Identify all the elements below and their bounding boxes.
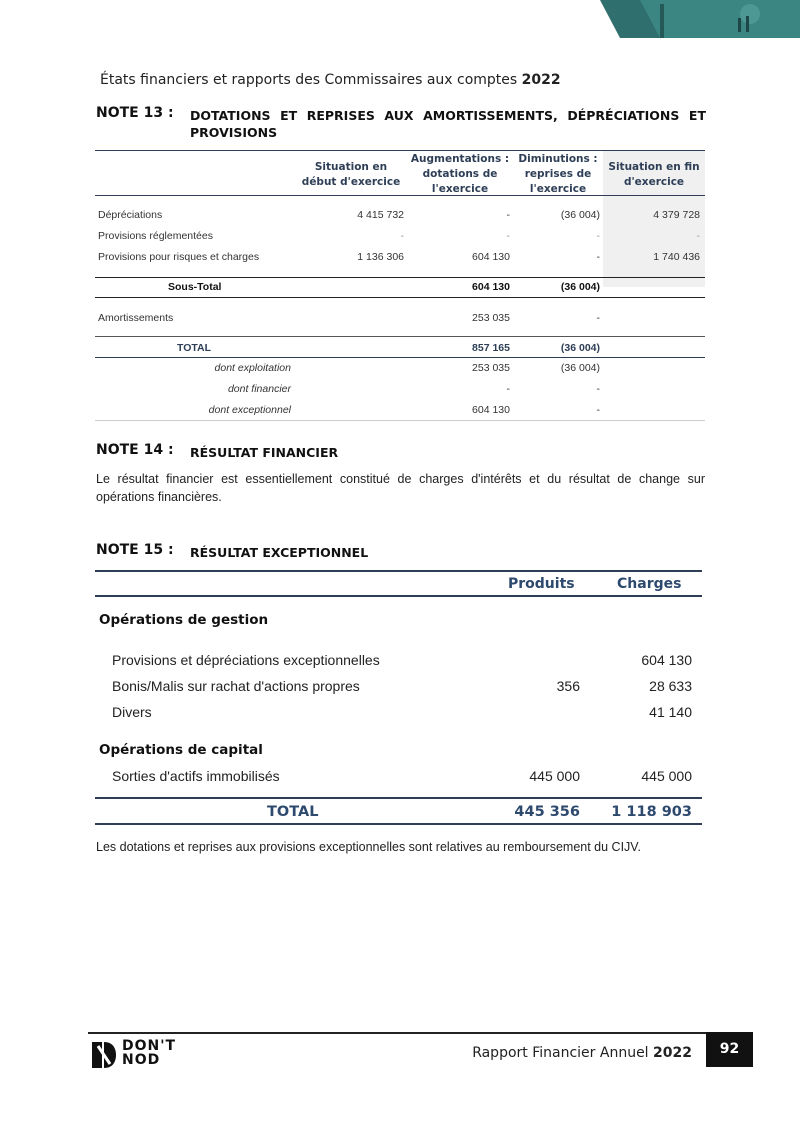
section-operations-capital: Opérations de capital [99, 742, 263, 758]
divider [95, 823, 702, 825]
note14-label: NOTE 14 : [96, 442, 174, 458]
note15-heading [96, 542, 706, 562]
note13-label: NOTE 13 : [96, 105, 174, 121]
note13-title-line2: PROVISIONS [190, 125, 278, 140]
table-row: Provisions réglementées - - - - [98, 230, 700, 242]
header-corner-image [600, 0, 800, 38]
table-row: Provisions pour risques et charges 1 136 306 604 130 - 1 740 436 [98, 251, 700, 263]
dontnod-logo-mark [90, 1040, 118, 1070]
table-row: dont exceptionnel 604 130 - [208, 404, 600, 416]
col-header-debut: Situation en début d'exercice [301, 161, 401, 188]
section-operations-gestion: Opérations de gestion [99, 612, 269, 628]
divider [95, 277, 705, 278]
table-row: dont financier - - [227, 383, 600, 395]
col-header-charges: Charges [617, 576, 682, 592]
page-number: 92 [706, 1032, 753, 1067]
divider [95, 797, 702, 799]
header-title: États financiers et rapports des Commissaires aux comptes [100, 72, 518, 88]
divider [95, 297, 705, 298]
page-header [100, 72, 561, 88]
total-row: TOTAL 857 165 (36 004) [177, 342, 600, 354]
table-row: Dépréciations 4 415 732 - (36 004) 4 379 728 [98, 209, 700, 221]
note14-heading [96, 442, 706, 462]
note13-heading [96, 105, 706, 145]
col-header-diminutions: Diminutions : reprises de l'exercice [518, 153, 598, 195]
footer-divider [88, 1032, 753, 1034]
note15-title: RÉSULTAT EXCEPTIONNEL [190, 545, 369, 560]
divider [95, 595, 702, 597]
note15-total-charges: 1 118 903 [611, 804, 692, 820]
note14-text: Le résultat financier est essentiellement constitué de charges d'intérêts et du résultat de change sur opérations financières. [96, 472, 705, 504]
divider [95, 420, 705, 421]
subtotal-row: Sous-Total 604 130 (36 004) [168, 281, 600, 293]
table-row: dont exploitation 253 035 (36 004) [214, 362, 600, 374]
note13-title-line1: DOTATIONS ET REPRISES AUX AMORTISSEMENTS, DÉPRÉCIATIONS ET [190, 108, 706, 123]
divider [95, 570, 702, 572]
note15-footnote: Les dotations et reprises aux provisions exceptionnelles sont relatives au remboursement du CIJV. [96, 840, 641, 854]
note15-label: NOTE 15 : [96, 542, 174, 558]
note15-total-produits: 445 356 [514, 804, 580, 820]
note15-total-label: TOTAL [267, 804, 319, 820]
footer-report-title: Rapport Financier Annuel 2022 [472, 1045, 692, 1061]
dontnod-logo [90, 1040, 190, 1072]
header-year: 2022 [521, 72, 561, 88]
logo-wordmark: DON'T NOD [122, 1038, 177, 1068]
col-header-produits: Produits [508, 576, 575, 592]
note14-title: RÉSULTAT FINANCIER [190, 445, 339, 460]
col-header-augmentations: Augmentations : dotations de l'exercice [410, 153, 510, 195]
col-header-fin: Situation en fin d'exercice [608, 161, 700, 188]
divider [95, 336, 705, 337]
table-row: Amortissements 253 035 - [98, 312, 600, 324]
divider [95, 357, 705, 358]
